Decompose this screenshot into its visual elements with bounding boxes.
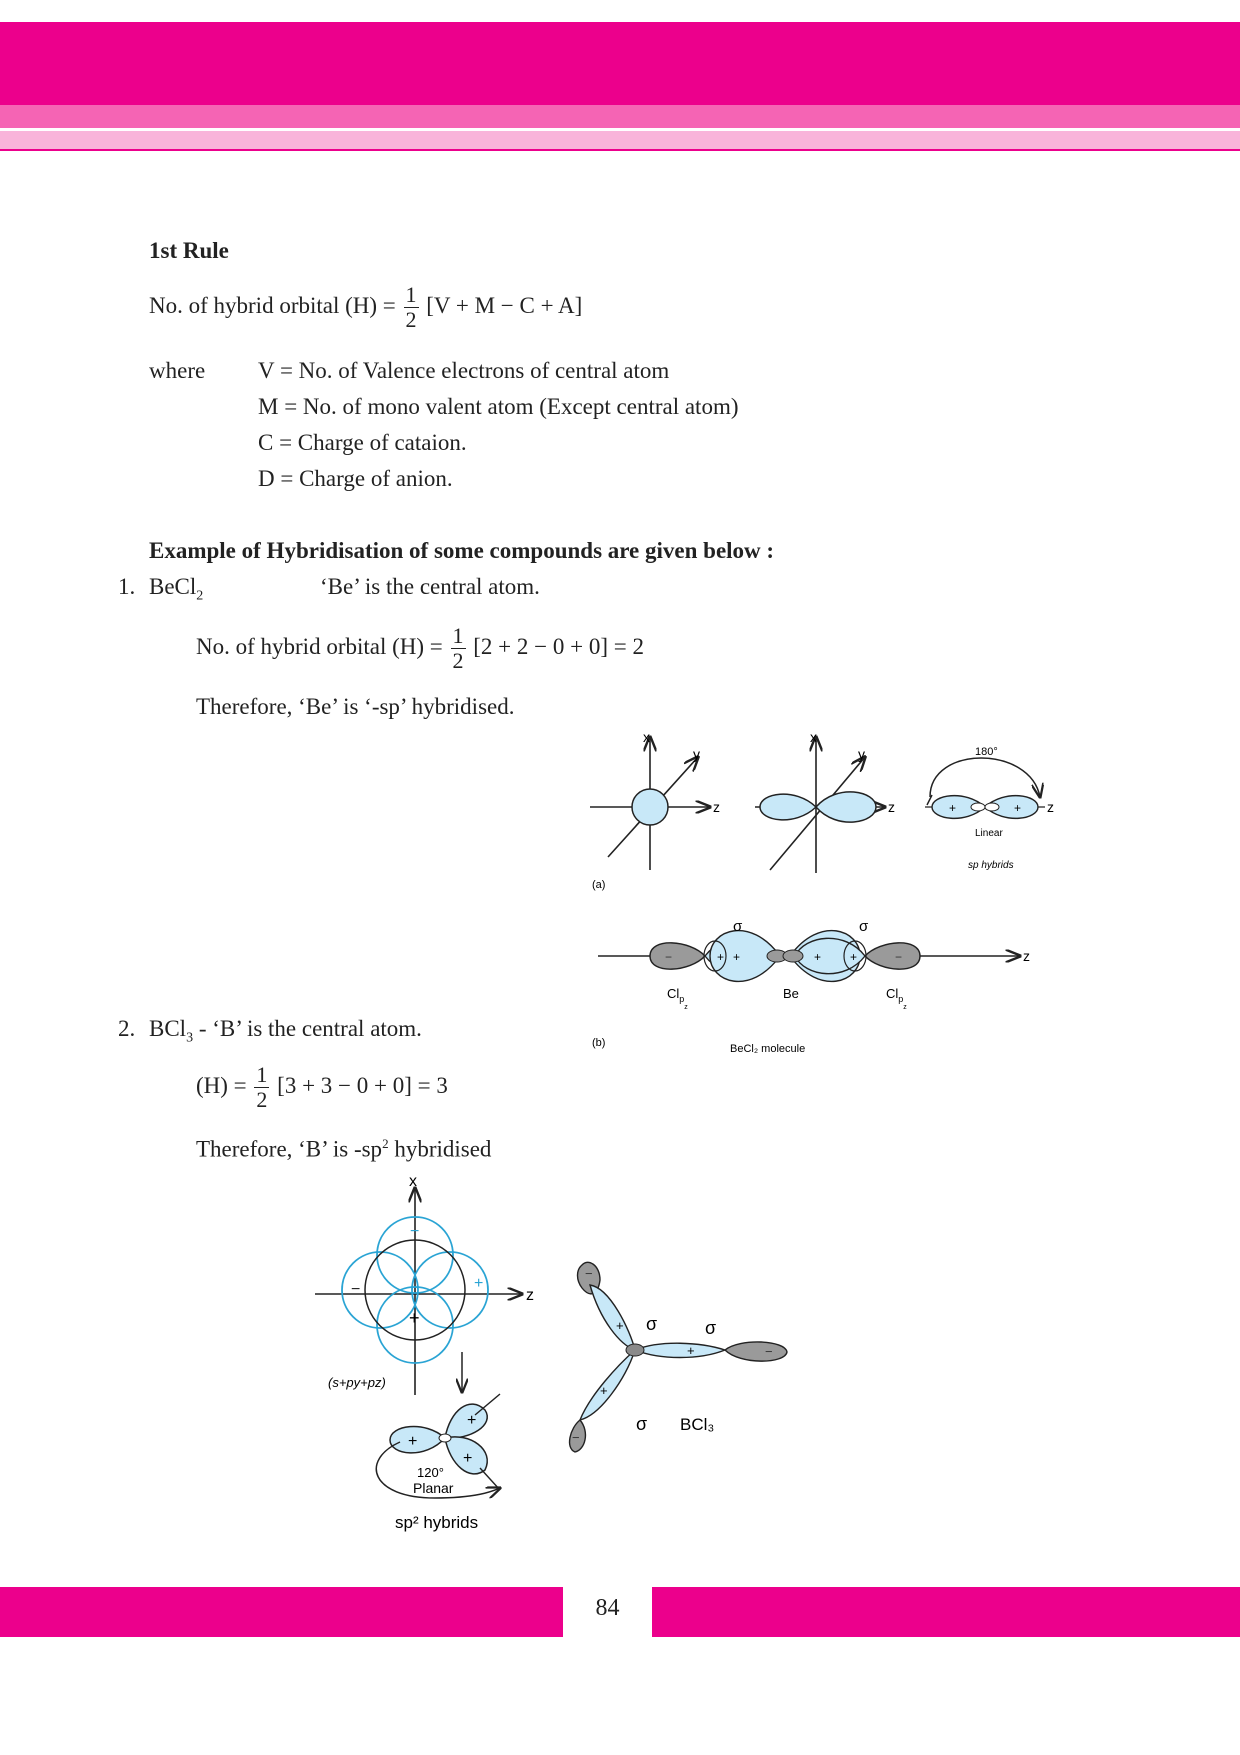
sigma-label: σ bbox=[646, 1314, 658, 1334]
example2-conclusion bbox=[196, 1136, 491, 1163]
minus-sign: − bbox=[351, 1281, 361, 1298]
plus-sign: + bbox=[717, 950, 725, 964]
minus-sign: − bbox=[410, 1223, 420, 1240]
fraction-numerator: 1 bbox=[256, 1062, 268, 1087]
footer-band-left bbox=[0, 1587, 563, 1637]
plus-sign: + bbox=[408, 1433, 418, 1450]
rule-formula bbox=[149, 284, 582, 331]
plus-sign: + bbox=[463, 1450, 473, 1467]
becl2-molecule-diagram bbox=[598, 918, 1030, 1011]
calc-lhs: (H) = bbox=[392, 633, 443, 659]
formula-rhs: [V + M − C + A] bbox=[426, 292, 583, 318]
conclusion-text: Therefore, ‘B’ is -sp bbox=[196, 1136, 383, 1162]
cl-left-text: Cl bbox=[667, 986, 680, 1001]
axis-z-label: z bbox=[1023, 948, 1030, 964]
cl-right-label bbox=[886, 986, 907, 1011]
axis-z-label: z bbox=[888, 799, 895, 815]
sigma-label: σ bbox=[636, 1414, 648, 1434]
example1-number: 1. bbox=[118, 574, 136, 599]
p-lobe-right bbox=[816, 792, 876, 822]
conclusion-tail: hybridised bbox=[388, 1136, 492, 1162]
example2-calc bbox=[196, 1064, 448, 1111]
axis-z-label: z bbox=[713, 799, 720, 815]
example1-compound bbox=[149, 574, 203, 605]
cl-left-subsub: z bbox=[684, 1004, 688, 1011]
calc-rhs: [3 + 3 − 0 + 0] = 3 bbox=[277, 1072, 448, 1098]
sp2-combination-diagram bbox=[315, 1173, 534, 1395]
sp2-hybrids-label: sp² hybrids bbox=[395, 1513, 479, 1532]
fraction-denominator: 2 bbox=[452, 648, 464, 673]
plus-sign: + bbox=[616, 1318, 624, 1333]
page-number: 84 bbox=[595, 1595, 620, 1621]
cl-left-label bbox=[667, 986, 688, 1011]
examples-heading: Example of Hybridisation of some compounds are given below : bbox=[149, 538, 775, 563]
bcl3-molecule-diagram bbox=[570, 1262, 787, 1452]
example1-conclusion: Therefore, ‘Be’ is ‘-sp’ hybridised. bbox=[196, 694, 515, 719]
compound-text: BeCl bbox=[149, 574, 197, 599]
compound-subscript: 3 bbox=[186, 1030, 194, 1046]
plus-sign: + bbox=[687, 1343, 695, 1358]
plus-sign: + bbox=[600, 1383, 608, 1398]
minus-sign: − bbox=[585, 1266, 593, 1281]
definition-m: M = No. of mono valent atom (Except central atom) bbox=[258, 394, 739, 419]
cl-right-back-lobe bbox=[865, 943, 920, 969]
plus-sign: + bbox=[814, 950, 822, 964]
sp2-hybrid-figure bbox=[300, 1170, 820, 1540]
example1-calc bbox=[196, 625, 644, 672]
linear-label: Linear bbox=[975, 828, 1003, 839]
fraction-numerator: 1 bbox=[405, 282, 417, 307]
plus-sign: + bbox=[409, 1308, 420, 1328]
cl-left-back-lobe bbox=[650, 943, 705, 969]
sigma-label: σ bbox=[705, 1318, 717, 1338]
cl-left-sub: p bbox=[679, 994, 685, 1004]
plus-sign: + bbox=[1014, 801, 1022, 815]
formula-fraction bbox=[404, 284, 419, 331]
cl-right-subsub: z bbox=[903, 1004, 907, 1011]
calc-fraction bbox=[254, 1064, 269, 1111]
calc-fraction bbox=[451, 625, 466, 672]
formula-label: No. of hybrid orbital bbox=[149, 292, 340, 318]
example1-central: ‘Be’ is the central atom. bbox=[320, 574, 540, 599]
rule-heading: 1st Rule bbox=[149, 238, 229, 263]
axis-x-label: x bbox=[643, 729, 650, 745]
sp-hybrids-diagram bbox=[925, 746, 1054, 871]
plus-sign: + bbox=[467, 1412, 477, 1429]
minus-sign: − bbox=[765, 1344, 773, 1359]
cl-right-sub: p bbox=[898, 994, 904, 1004]
plus-sign: + bbox=[949, 801, 957, 815]
plus-sign: + bbox=[733, 950, 741, 964]
example2-central: - ‘B’ is the central atom. bbox=[193, 1016, 422, 1041]
p-lobe-left bbox=[760, 794, 816, 820]
fraction-numerator: 1 bbox=[452, 623, 464, 648]
formula-lhs: (H) = bbox=[345, 292, 396, 318]
sp2-planar-diagram bbox=[376, 1394, 500, 1532]
definition-d: D = Charge of anion. bbox=[258, 466, 453, 491]
conclusion-sup: 2 bbox=[382, 1136, 389, 1151]
minus-sign: − bbox=[895, 950, 903, 964]
axis-y-label: y bbox=[693, 746, 700, 762]
s-orbital-sphere bbox=[632, 789, 668, 825]
minus-sign: − bbox=[572, 1430, 580, 1445]
plus-sign: + bbox=[850, 950, 858, 964]
sp-hybrid-figure bbox=[580, 725, 1080, 1065]
angle-120-label: 120° bbox=[417, 1465, 444, 1480]
fraction-denominator: 2 bbox=[256, 1087, 268, 1112]
planar-label: Planar bbox=[413, 1480, 454, 1496]
p-orbital-diagram bbox=[755, 729, 895, 873]
fraction-denominator: 2 bbox=[405, 307, 417, 332]
header-band-primary bbox=[0, 22, 1240, 105]
definition-v: V = No. of Valence electrons of central atom bbox=[258, 358, 670, 383]
part-a-label: (a) bbox=[592, 879, 606, 891]
calc-label: No. of hybrid orbital bbox=[196, 633, 387, 659]
where-label: where bbox=[149, 358, 206, 383]
example2-number: 2. bbox=[118, 1016, 136, 1041]
axis-y-label: y bbox=[858, 746, 865, 762]
calc-lhs: (H) = bbox=[196, 1072, 247, 1098]
axis-x-label: x bbox=[810, 729, 817, 745]
definition-c: C = Charge of cataion. bbox=[258, 430, 467, 455]
bcl3-label: BCl₃ bbox=[680, 1415, 715, 1434]
be-label: Be bbox=[783, 986, 799, 1001]
part-b-label: (b) bbox=[592, 1037, 606, 1049]
combination-label: (s+py+pz) bbox=[328, 1375, 386, 1390]
example2-compound bbox=[149, 1016, 422, 1047]
sp-hybrids-label: sp hybrids bbox=[968, 860, 1014, 871]
axis-x-label: x bbox=[409, 1173, 417, 1190]
compound-text: BCl bbox=[149, 1016, 187, 1041]
axis-z-label: z bbox=[1047, 799, 1054, 815]
sigma-label: σ bbox=[859, 918, 869, 935]
compound-subscript: 2 bbox=[196, 588, 204, 604]
s-orbital-diagram bbox=[590, 729, 720, 870]
minus-sign: − bbox=[665, 950, 673, 964]
header-band-tertiary bbox=[0, 131, 1240, 151]
becl2-molecule-label: BeCl₂ molecule bbox=[730, 1043, 806, 1055]
header-band-secondary bbox=[0, 105, 1240, 128]
plus-sign: + bbox=[474, 1275, 484, 1292]
angle-180-label: 180° bbox=[975, 746, 998, 758]
sigma-label: σ bbox=[733, 918, 743, 935]
axis-z-label: z bbox=[526, 1287, 534, 1304]
footer-band-right bbox=[652, 1587, 1240, 1637]
cl-right-text: Cl bbox=[886, 986, 899, 1001]
calc-rhs: [2 + 2 − 0 + 0] = 2 bbox=[473, 633, 644, 659]
